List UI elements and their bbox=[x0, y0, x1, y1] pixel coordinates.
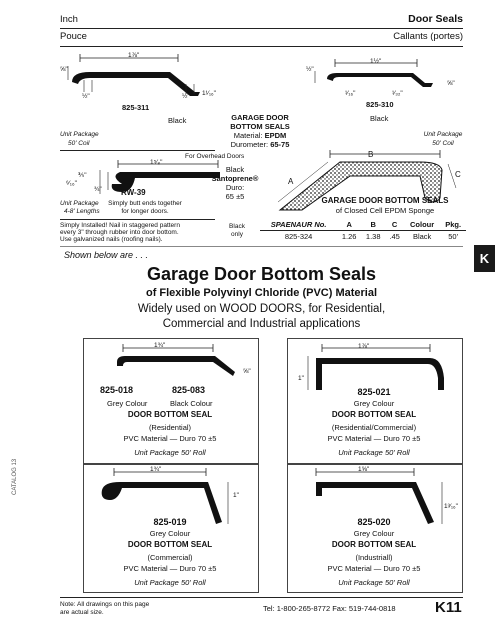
garage-center-title: GARAGE DOOR BOTTOM SEALS bbox=[230, 113, 290, 131]
dim-825-019-width: 1¾" bbox=[150, 466, 162, 473]
rw39-brand: Santoprene® bbox=[211, 174, 259, 183]
page-subtitle: of Flexible Polyvinyl Chloride (PVC) Material bbox=[145, 287, 378, 299]
sponge-spec-table bbox=[260, 219, 466, 242]
colour-825-311: Black bbox=[168, 116, 187, 125]
pkg-rw39-l2: 4-8' Lengths bbox=[64, 208, 100, 215]
sponge-label-c: C bbox=[455, 170, 461, 179]
colour-825-020: Grey Colour bbox=[353, 529, 395, 538]
colour-825-021: Grey Colour bbox=[353, 399, 395, 408]
table-cell: .45 bbox=[389, 232, 400, 241]
dim-825-311-right-lip: ½" bbox=[182, 93, 190, 100]
profile-825-021-drawing bbox=[290, 342, 460, 392]
dim-825-310-small: ¹⁄₁₆" bbox=[345, 90, 356, 97]
table-header: Pkg. bbox=[440, 219, 466, 231]
table-header: C bbox=[385, 219, 404, 231]
dim-rw39-c: ¾" bbox=[94, 186, 102, 193]
table-header: A bbox=[337, 219, 361, 231]
dim-825-018-width: 1¾" bbox=[154, 342, 166, 349]
dim-825-018-right: ⅝" bbox=[243, 368, 251, 375]
header-rule bbox=[60, 28, 463, 29]
page-title: Garage Door Bottom Seals bbox=[146, 264, 377, 284]
pkg-825-311-l1: Unit Package bbox=[60, 131, 99, 138]
page-number: K11 bbox=[435, 599, 462, 616]
use-p1: (Residential) bbox=[148, 423, 192, 432]
shown-below: Shown below are . . . bbox=[64, 250, 149, 260]
use-p2: (Residential/Commercial) bbox=[331, 423, 417, 432]
durometer-value: 65-75 bbox=[270, 140, 290, 149]
black-only-l1: Black bbox=[229, 223, 245, 230]
sponge-subtitle: of Closed Cell EPDM Sponge bbox=[335, 206, 435, 215]
page-desc-2: Commercial and Industrial applications bbox=[162, 318, 361, 330]
install-note-l1: Simply Installed! Nail in staggered pattern bbox=[60, 222, 180, 229]
dim-825-310-right-h: ⅝" bbox=[447, 80, 455, 87]
unit-label-en: Inch bbox=[60, 14, 78, 25]
section-title-en: Door Seals bbox=[408, 13, 463, 25]
pkg-825-311-l2: 50' Coil bbox=[68, 140, 90, 147]
table-cell: 1.26 bbox=[341, 232, 357, 241]
dim-825-311-width: 1⅞" bbox=[128, 52, 140, 59]
rw39-overhead: For Overhead Doors bbox=[185, 153, 245, 160]
part-825-310: 825-310 bbox=[366, 100, 394, 109]
section-rule bbox=[60, 246, 463, 247]
material-p1: PVC Material — Duro 70 ±5 bbox=[123, 434, 217, 443]
dim-rw39-a: ⅗" bbox=[78, 172, 87, 179]
table-header: Colour bbox=[404, 219, 440, 231]
package-p4: Unit Package 50' Roll bbox=[338, 578, 410, 587]
part-825-019: 825-019 bbox=[153, 517, 187, 527]
table-cell: Black bbox=[412, 232, 432, 241]
install-note-l3: Use galvanized nails (roofing nails). bbox=[60, 236, 163, 243]
part-825-083: 825-083 bbox=[172, 385, 206, 395]
install-note-l2: every 3" through rubber into door bottom. bbox=[60, 229, 179, 236]
table-cell: 50' bbox=[448, 232, 459, 241]
use-p4: (Industriall) bbox=[355, 553, 393, 562]
sponge-title: GARAGE DOOR BOTTOM SEALS bbox=[321, 196, 449, 205]
package-p1: Unit Package 50' Roll bbox=[134, 448, 206, 457]
colour-825-018: Grey Colour bbox=[107, 399, 148, 408]
footer-note-1: Note: All drawings on this page bbox=[60, 601, 150, 608]
type-p1: DOOR BOTTOM SEAL bbox=[127, 410, 213, 419]
part-825-021: 825-021 bbox=[357, 387, 391, 397]
unit-label-fr: Pouce bbox=[60, 31, 87, 42]
part-rw-39: RW-39 bbox=[121, 188, 146, 197]
durometer-label: Durometer: bbox=[230, 140, 269, 149]
dim-825-020-width: 1⅝" bbox=[358, 466, 370, 473]
type-p2: DOOR BOTTOM SEAL bbox=[331, 410, 417, 419]
dim-825-311-right-h: 1¹⁄₁₆" bbox=[202, 90, 216, 97]
divider bbox=[60, 219, 215, 220]
dim-825-310-width: 1½" bbox=[370, 58, 382, 65]
package-p2: Unit Package 50' Roll bbox=[338, 448, 410, 457]
footer-note-2: are actual size. bbox=[60, 609, 104, 616]
profile-825-018-drawing bbox=[95, 342, 255, 384]
dim-rw39-b: ⁶⁄₁₆" bbox=[66, 180, 77, 187]
table-header: B bbox=[361, 219, 385, 231]
sponge-label-a: A bbox=[288, 177, 294, 186]
part-825-020: 825-020 bbox=[357, 517, 391, 527]
footer-contact: Tel: 1-800-265-8772 Fax: 519-744-0818 bbox=[263, 604, 396, 613]
black-only-l2: only bbox=[231, 231, 243, 238]
section-tab-k: K bbox=[474, 245, 495, 272]
table-header-row bbox=[260, 219, 466, 231]
table-row bbox=[260, 231, 466, 243]
table-cell: 825-324 bbox=[284, 232, 313, 241]
part-825-311: 825-311 bbox=[122, 103, 150, 112]
footer-rule bbox=[60, 597, 463, 598]
header-rule-2 bbox=[60, 46, 463, 47]
garage-center-material bbox=[215, 131, 305, 140]
material-value: EPDM bbox=[264, 131, 287, 140]
side-catalog-code: CATALOG 13 bbox=[12, 458, 18, 495]
material-p2: PVC Material — Duro 70 ±5 bbox=[327, 434, 421, 443]
dim-825-311-left-lip: ½" bbox=[82, 93, 90, 100]
dim-rw39-width: 1⁵⁄₈" bbox=[150, 159, 163, 166]
colour-825-019: Grey Colour bbox=[149, 529, 191, 538]
colour-825-083: Black Colour bbox=[170, 399, 213, 408]
dim-825-021-width: 1⅞" bbox=[358, 343, 370, 350]
colour-825-310: Black bbox=[370, 114, 389, 123]
use-p3: (Commercial) bbox=[147, 553, 193, 562]
package-p3: Unit Package 50' Roll bbox=[134, 578, 206, 587]
pkg-825-310-l2: 50' Coil bbox=[432, 140, 454, 147]
dim-825-311-left-h: ⅝" bbox=[60, 66, 68, 73]
material-label: Material: bbox=[233, 131, 263, 140]
dim-825-020-height: 1³⁄₁₆" bbox=[444, 503, 458, 510]
rw39-note-l1: Simply butt ends together bbox=[108, 200, 182, 207]
section-title-fr: Callants (portes) bbox=[393, 31, 463, 42]
pkg-rw39-l1: Unit Package bbox=[60, 200, 99, 207]
material-p3: PVC Material — Duro 70 ±5 bbox=[123, 564, 217, 573]
rw39-material: Black bbox=[225, 165, 245, 174]
type-p4: DOOR BOTTOM SEAL bbox=[331, 540, 417, 549]
dim-825-310-left-lip: ½" bbox=[306, 66, 314, 73]
page-desc-1: Widely used on WOOD DOORS, for Residential, bbox=[137, 303, 386, 315]
rw39-duro-value: 65 ±5 bbox=[225, 192, 245, 201]
pkg-825-310-l1: Unit Package bbox=[423, 131, 463, 138]
type-p3: DOOR BOTTOM SEAL bbox=[127, 540, 213, 549]
rw39-duro-label: Duro: bbox=[225, 183, 245, 192]
table-cell: 1.38 bbox=[365, 232, 381, 241]
table-header: SPAENAUR No. bbox=[260, 219, 337, 231]
sponge-label-b: B bbox=[368, 150, 374, 159]
material-p4: PVC Material — Duro 70 ±5 bbox=[327, 564, 421, 573]
dim-825-019-height: 1" bbox=[233, 492, 239, 499]
part-825-018: 825-018 bbox=[100, 385, 134, 395]
dim-825-021-height: 1" bbox=[298, 375, 304, 382]
rw39-note-l2: for longer doors. bbox=[121, 208, 169, 215]
dim-825-310-mid: ¹⁄₃₂" bbox=[392, 90, 403, 97]
divider bbox=[60, 150, 215, 151]
